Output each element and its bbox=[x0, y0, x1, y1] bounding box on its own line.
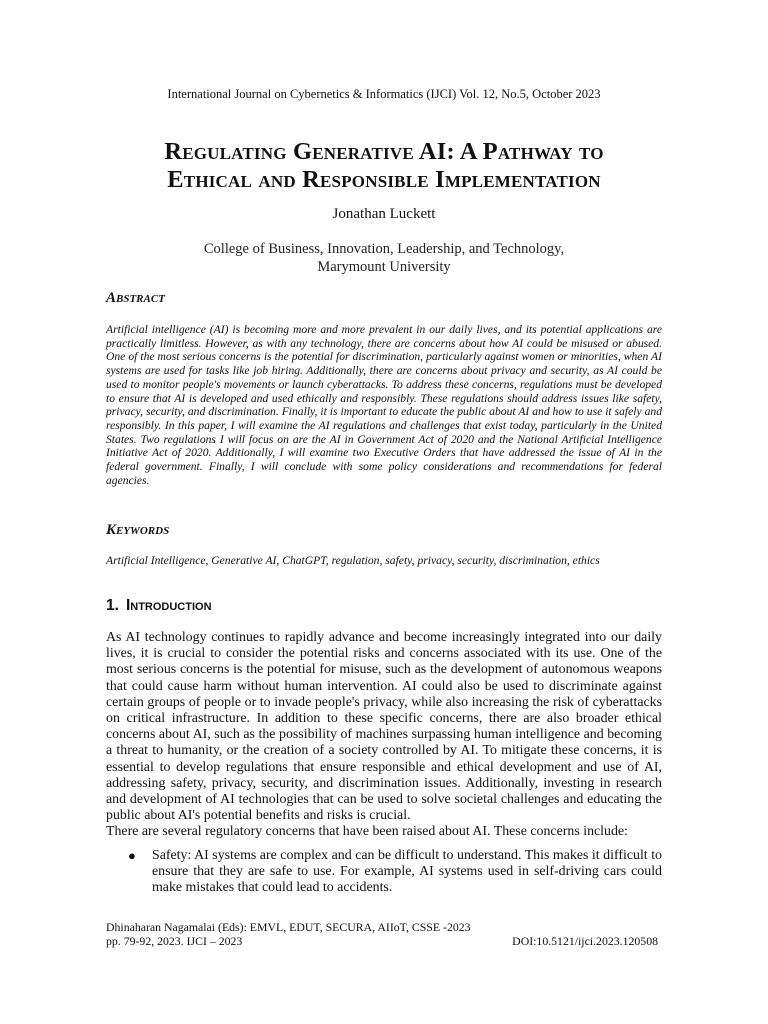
footer-citation bbox=[106, 920, 471, 948]
abstract-text: Artificial intelligence (AI) is becoming more and more prevalent in our daily lives, and its potential applications are practically limitless. However, as with any technology, there are concerns about how AI could be misused or abused. One of the most serious concerns is the potential for discrimination, particularly against women or minorities, when AI systems are used for tasks like job hiring. Additionally, there are concerns about privacy and security, as AI could be used to monitor people's movements or launch cyberattacks. To address these concerns, regulations must be developed to ensure that AI is developed and used ethically and responsibly. These regulations should address issues like safety, privacy, security, and discrimination. Finally, it is important to educate the public about AI and how to use it safely and responsibly. In this paper, I will examine the AI regulations and challenges that exist today, particularly in the United States. Two regulations I will focus on are the AI in Government Act of 2020 and the National Artificial Intelligence Initiative Act of 2020. Additionally, I will examine two Executive Orders that have addressed the issue of AI in the federal government. Finally, I will conclude with some policy considerations and recommendations for federal agencies. bbox=[106, 323, 662, 487]
abstract-heading: Abstract bbox=[106, 290, 165, 306]
paper-title bbox=[0, 138, 768, 194]
paper-title-line-2: Ethical and Responsible Implementation bbox=[167, 166, 601, 193]
journal-header: International Journal on Cybernetics & Informatics (IJCI) Vol. 12, No.5, October 2023 bbox=[167, 87, 601, 101]
list-item bbox=[128, 848, 662, 897]
introduction-heading bbox=[106, 597, 212, 615]
affiliation-line-1: College of Business, Innovation, Leadership, and Technology, bbox=[203, 241, 565, 257]
keywords-heading: Keywords bbox=[106, 522, 170, 538]
bullet-icon: ● bbox=[128, 848, 136, 863]
section-number: 1. bbox=[106, 597, 119, 614]
paper-title-line-1: Regulating Generative AI: A Pathway to bbox=[164, 138, 604, 165]
footer-line-1: Dhinaharan Nagamalai (Eds): EMVL, EDUT, SECURA, AIIoT, CSSE -2023 bbox=[106, 920, 471, 934]
footer-doi: DOI:10.5121/ijci.2023.120508 bbox=[512, 934, 658, 948]
introduction-paragraph-2: There are several regulatory concerns that have been raised about AI. These concerns include: bbox=[106, 824, 628, 840]
author-affiliation bbox=[0, 240, 768, 276]
footer-line-2: pp. 79-92, 2023. IJCI – 2023 bbox=[106, 934, 243, 948]
list-item-text: Safety: AI systems are complex and can be difficult to understand. This makes it difficult to ensure that they are safe to use. For example, AI systems used in self-driving cars could make mistakes that could lead to accidents. bbox=[152, 848, 662, 896]
keywords-text: Artificial Intelligence, Generative AI, ChatGPT, regulation, safety, privacy, security, discrimination, ethics bbox=[106, 554, 600, 567]
author-name: Jonathan Luckett bbox=[332, 206, 436, 222]
affiliation-line-2: Marymount University bbox=[317, 259, 451, 275]
introduction-paragraph-1: As AI technology continues to rapidly advance and become increasingly integrated into our daily lives, it is crucial to consider the potential risks and concerns associated with its use. One of the most serious concerns is the potential for misuse, such as the development of autonomous weapons that could cause harm without human intervention. AI could also be used to discriminate against certain groups of people or to invade people's privacy, while also increasing the risk of cyberattacks on critical infrastructure. In addition to these specific concerns, there are also broader ethical concerns about AI, such as the possibility of machines surpassing human intelligence and becoming a threat to humanity, or the creation of a society controlled by AI. To mitigate these concerns, it is essential to develop regulations that ensure responsible and ethical development and use of AI, addressing safety, privacy, security, and discrimination issues. Additionally, investing in research and development of AI technologies that can be used to solve societal challenges and educating the public about AI's potential benefits and risks is crucial. bbox=[106, 630, 662, 824]
introduction-body bbox=[106, 630, 662, 841]
section-title: Introduction bbox=[125, 597, 212, 614]
